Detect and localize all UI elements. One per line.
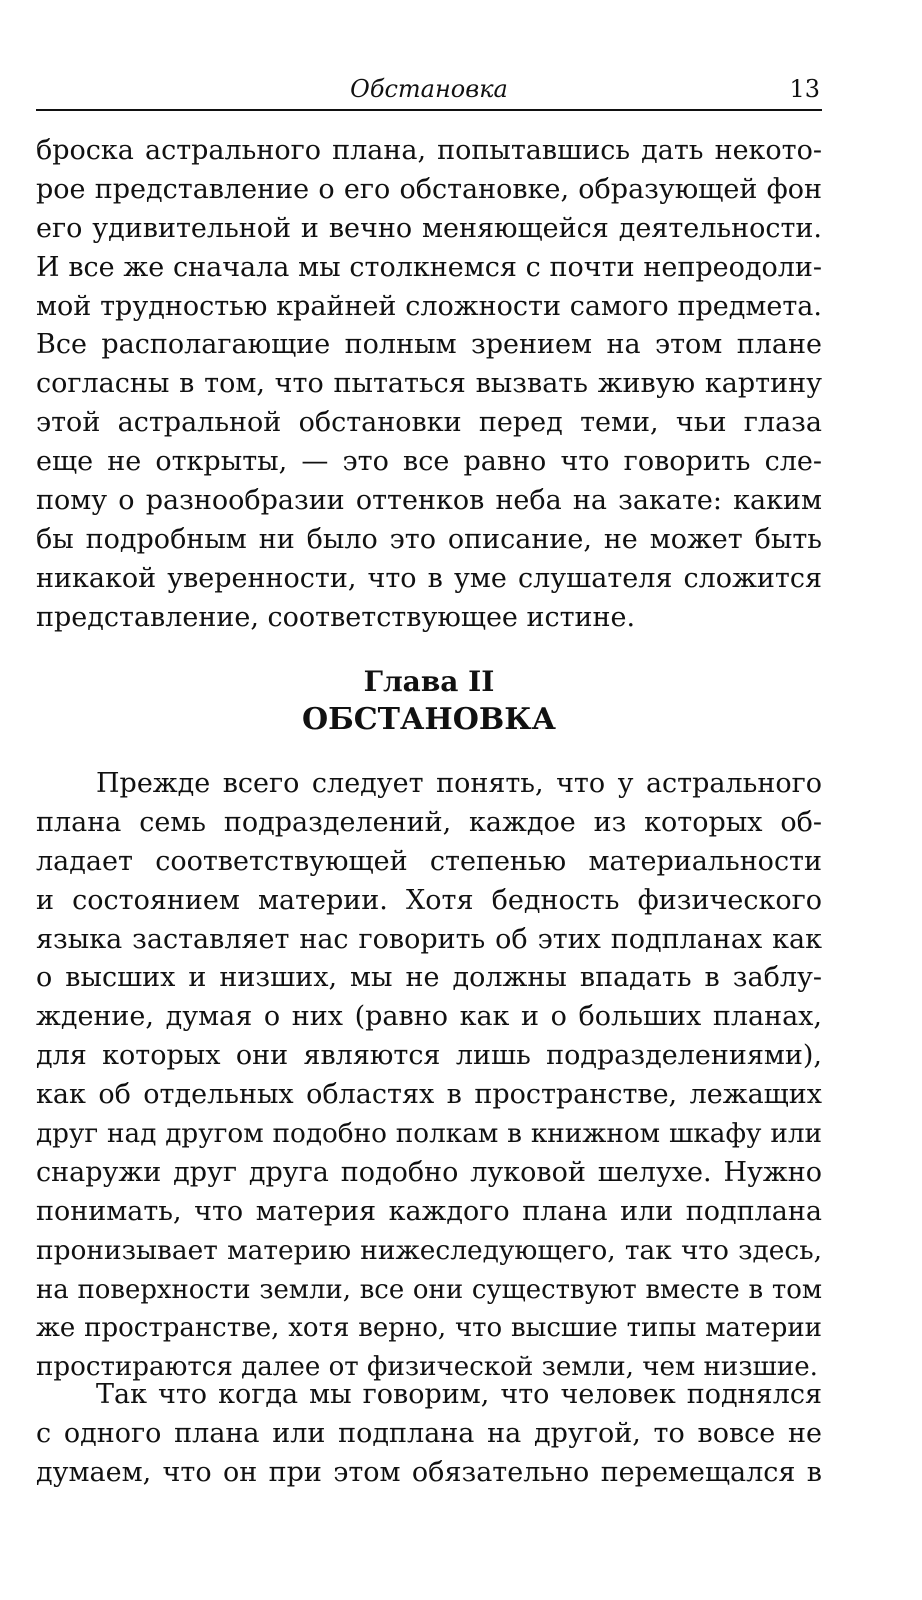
text-line: простираются далее от физической земли, чем низшие. (36, 1352, 818, 1383)
text-line: для которых они являются лишь подразделениями), (36, 1040, 822, 1072)
text-line: еще не открыты, — это все равно что говорить сле- (36, 446, 822, 478)
text-line: и состоянием материи. Хотя бедность физического (36, 884, 822, 916)
text-line: думаем, что он при этом обязательно перемещался в (36, 1456, 822, 1488)
text-line: языка заставляет нас говорить об этих подпланах как (36, 923, 822, 955)
chapter-label: Глава II (363, 665, 495, 698)
running-head (36, 70, 822, 106)
text-line: ждение, думая о них (равно как и о больших планах, (36, 1001, 822, 1033)
chapter-heading (36, 664, 822, 740)
text-line: снаружи друг друга подобно луковой шелухе. Нужно (36, 1156, 822, 1188)
header-rule (36, 109, 822, 111)
text-line: представление, соответствующее истине. (36, 601, 636, 633)
text-line: бы подробным ни было это описание, не может быть (36, 523, 822, 555)
text-line: друг над другом подобно полкам в книжном шкафу или (36, 1119, 822, 1150)
text-line: согласны в том, что пытаться вызвать живую картину (36, 368, 822, 400)
text-line: мой трудностью крайней сложности самого предмета. (36, 290, 822, 322)
text-line: плана семь подразделений, каждое из которых об- (36, 806, 822, 838)
running-title: Обстановка (350, 75, 508, 103)
text-line: рое представление о его обстановке, образующей фон (36, 173, 822, 205)
text-line: о высших и низших, мы не должны впадать в заблу- (36, 962, 822, 994)
text-line: броска астрального плана, попытавшись дать некото- (36, 135, 822, 166)
text-line: пронизывает материю нижеследующего, так что здесь, (36, 1234, 822, 1266)
paragraph-2 (36, 1376, 822, 1493)
text-line: никакой уверенности, что в уме слушателя сложится (36, 562, 822, 594)
text-line: с одного плана или подплана на другой, то вовсе не (36, 1417, 822, 1449)
text-line: Прежде всего следует понять, что у астрального (96, 768, 822, 799)
paragraph-1 (36, 765, 822, 1387)
text-line: же пространстве, хотя верно, что высшие типы материи (36, 1313, 822, 1344)
text-line: как об отдельных областях в пространстве, лежащих (36, 1079, 822, 1111)
text-line: его удивительной и вечно меняющейся деятельности. (36, 212, 822, 244)
text-line: Так что когда мы говорим, что человек поднялся (96, 1379, 822, 1410)
text-line: на поверхности земли, все они существуют вместе в том (36, 1274, 822, 1305)
text-line: понимать, что материя каждого плана или подплана (36, 1195, 822, 1227)
text-line: Все располагающие полным зрением на этом плане (36, 329, 822, 361)
text-line: этой астральной обстановки перед теми, чьи глаза (36, 407, 822, 439)
intro-paragraph (36, 132, 822, 638)
text-line: ладает соответствующей степенью материальности (36, 845, 822, 877)
page-number: 13 (789, 75, 820, 103)
text-line: пому о разнообразии оттенков неба на закате: каким (36, 485, 822, 517)
chapter-title: ОБСТАНОВКА (302, 702, 556, 737)
text-line: И все же сначала мы столкнемся с почти непреодоли- (36, 251, 822, 283)
